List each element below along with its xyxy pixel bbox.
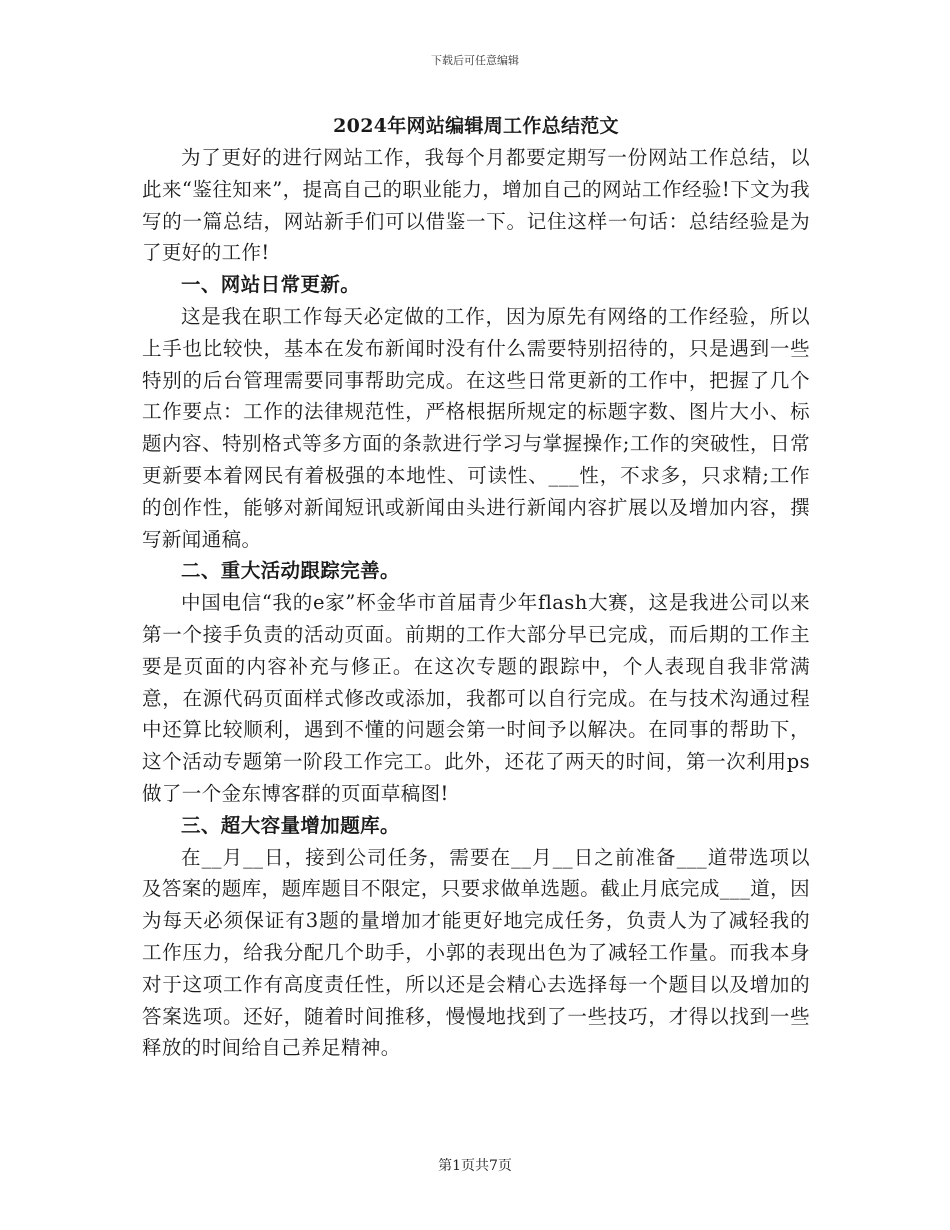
section-body-2: 中国电信“我的e家”杯金华市首届青少年flash大赛，这是我进公司以来第一个接手负责的活动页面。前期的工作大部分早已完成，而后期的工作主要是页面的内容补充与修正。在这次专题的跟踪中，个人表现自我非常满意，在源代码页面样式修改或添加，我都可以自行完成。在与技术沟通过程中还算比较顺利，遇到不懂的问题会第一时间予以解决。在同事的帮助下，这个活动专题第一阶段工作完工。此外，还花了两天的时间，第一次利用ps做了一个金东博客群的页面草稿图! — [142, 591, 810, 805]
section-heading-3: 三、超大容量增加题库。 — [181, 813, 400, 837]
document-body — [142, 111, 810, 1064]
section-body-3: 在__月__日，接到公司任务，需要在__月__日之前准备___道带选项以及答案的题库，题库题目不限定，只要求做单选题。截止月底完成___道，因为每天必须保证有3题的量增加才能更好地完成任务，负责人为了减轻我的工作压力，给我分配几个助手，小郭的表现出色为了减轻工作量。而我本身对于这项工作有高度责任性，所以还是会精心去选择每一个题目以及增加的答案选项。还好，随着时间推移，慢慢地找到了一些技巧，才得以找到一些释放的时间给自己养足精神。 — [142, 845, 810, 1060]
intro-paragraph: 为了更好的进行网站工作，我每个月都要定期写一份网站工作总结，以此来“鉴往知来”，提高自己的职业能力，增加自己的网站工作经验!下文为我写的一篇总结，网站新手们可以借鉴一下。记住这样一句话：总结经验是为了更好的工作! — [142, 146, 810, 265]
section-body-1: 这是我在职工作每天必定做的工作，因为原先有网络的工作经验，所以上手也比较快，基本在发布新闻时没有什么需要特别招待的，只是遇到一些特别的后台管理需要同事帮助完成。在这些日常更新的工作中，把握了几个工作要点：工作的法律规范性，严格根据所规定的标题字数、图片大小、标题内容、特别格式等多方面的条款进行学习与掌握操作;工作的突破性，日常更新要本着网民有着极强的本地性、可读性、___性，不求多，只求精;工作的创作性，能够对新闻短讯或新闻由头进行新闻内容扩展以及增加内容，撰写新闻通稿。 — [142, 304, 810, 551]
document-title: 2024年网站编辑周工作总结范文 — [333, 115, 619, 137]
section-heading-2: 二、重大活动跟踪完善。 — [181, 559, 400, 583]
section-heading-1: 一、网站日常更新。 — [181, 273, 361, 297]
page-header-note: 下载后可任意编辑 — [431, 54, 519, 67]
page-number: 第1页共7页 — [438, 1158, 512, 1174]
